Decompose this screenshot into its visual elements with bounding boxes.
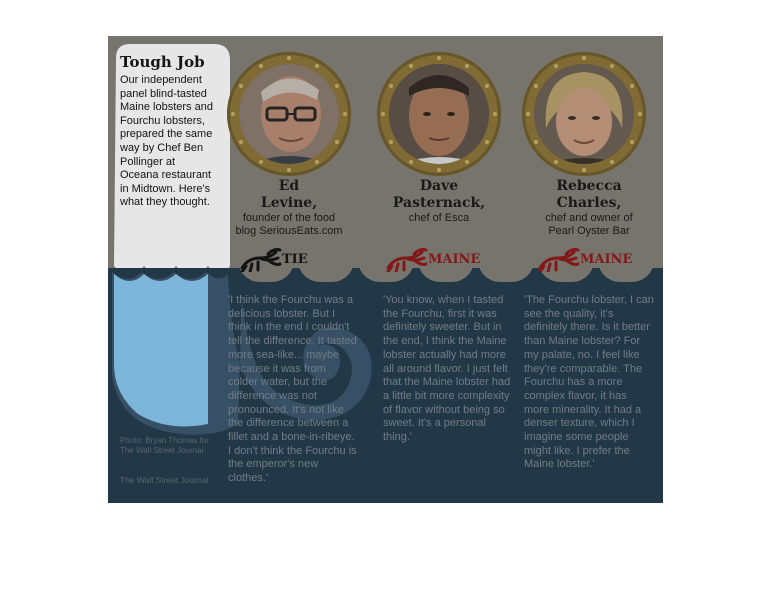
porthole-rivet (437, 56, 441, 60)
photo-credit: Photo: Bryan Thomas for The Wall Street Journal (120, 436, 209, 455)
panel-intro-text: Our independent panel blind-tasted Maine lobsters and Fourchu lobsters, prepared the same way by Chef Ben Pollinger at Oceana restaurant in Midtown. Here's what they thought. (120, 74, 213, 209)
porthole-rivet (610, 160, 614, 164)
panelist-name-rebecca-charles: Rebecca Charles, (556, 178, 622, 211)
porthole-rivet (630, 84, 634, 88)
porthole-rivet (554, 160, 558, 164)
panel-title: Tough Job (120, 53, 205, 71)
porthole-rivet (287, 168, 291, 172)
panelist-desc-ed-levine: founder of the food blog SeriousEats.com (235, 212, 343, 237)
verdict-label: MAINE (580, 251, 633, 267)
portrait-rebecca-charles (522, 52, 646, 176)
porthole-rivet (315, 160, 319, 164)
porthole-rivet (343, 112, 347, 116)
photo-rebecca-charles (534, 64, 634, 164)
lobster-icon (238, 246, 282, 272)
porthole-rivet (259, 160, 263, 164)
porthole-rivet (493, 112, 497, 116)
verdict-dave-pasternack (384, 248, 480, 270)
porthole-rivet (409, 160, 413, 164)
photo-ed-levine (239, 64, 339, 164)
porthole-rivet (389, 140, 393, 144)
porthole-rivet (287, 56, 291, 60)
porthole-rivet (582, 56, 586, 60)
verdict-label: TIE (282, 251, 308, 267)
porthole-rivet (315, 64, 319, 68)
panelist-desc-dave-pasternack: chef of Esca (408, 212, 470, 224)
lobster-icon (384, 246, 428, 272)
porthole-rivet (409, 64, 413, 68)
panelist-name-ed-levine: Ed Levine, (260, 178, 318, 211)
porthole-rivet (465, 160, 469, 164)
porthole-rivet (485, 140, 489, 144)
porthole-rivet (381, 112, 385, 116)
verdict-label: MAINE (428, 251, 481, 267)
panelist-desc-rebecca-charles: chef and owner of Pearl Oyster Bar (545, 212, 633, 237)
quote-ed-levine: 'I think the Fourchu was a delicious lobster. But I think in the end I couldn't tell the difference. It tasted more sea-like... maybe because it was from colder water, but the difference was not pronounced. It's not like the difference between a fillet and a bone-in-ribeye. I don't think the Fourchu is the emperor's new clothes.' (228, 294, 357, 485)
porthole-rivet (534, 140, 538, 144)
lobster-taste-test-graphic (108, 36, 663, 503)
porthole-rivet (389, 84, 393, 88)
photo-dave-pasternack (389, 64, 489, 164)
portrait-ed-levine (227, 52, 351, 176)
quote-dave-pasternack: 'You know, when I tasted the Fourchu, first it was definitely sweeter. But in the end, I think the Maine lobster actually had more all around flavor. I just felt that the Maine lobster had a little bit more complexity of flavor without being so sweet. It's a personal thing.' (383, 294, 511, 444)
porthole-rivet (554, 64, 558, 68)
quote-rebecca-charles: 'The Fourchu lobster, I can see the quality, it's definitely there. Is it better than Maine lobster? For my palate, no. I feel like they're comparable. The Fourchu has a more complex flavor, it has more minerality. It had a denser texture, which I imagine some people might like. I prefer the Maine lobster.' (524, 294, 654, 471)
source-label: The Wall Street Journal (120, 475, 209, 485)
porthole-rivet (437, 168, 441, 172)
porthole-rivet (582, 168, 586, 172)
wave-scallop (478, 260, 534, 282)
porthole-rivet (534, 84, 538, 88)
porthole-rivet (231, 112, 235, 116)
porthole-rivet (630, 140, 634, 144)
porthole-rivet (465, 64, 469, 68)
porthole-rivet (526, 112, 530, 116)
porthole-rivet (239, 84, 243, 88)
porthole-rivet (485, 84, 489, 88)
porthole-rivet (259, 64, 263, 68)
panelist-name-dave-pasternack: Dave Pasternack, (392, 178, 486, 211)
porthole-rivet (335, 140, 339, 144)
porthole-rivet (335, 84, 339, 88)
portrait-dave-pasternack (377, 52, 501, 176)
porthole-rivet (638, 112, 642, 116)
lobster-icon (536, 246, 580, 272)
verdict-rebecca-charles (536, 248, 632, 270)
porthole-rivet (239, 140, 243, 144)
porthole-rivet (610, 64, 614, 68)
verdict-ed-levine (238, 248, 308, 270)
